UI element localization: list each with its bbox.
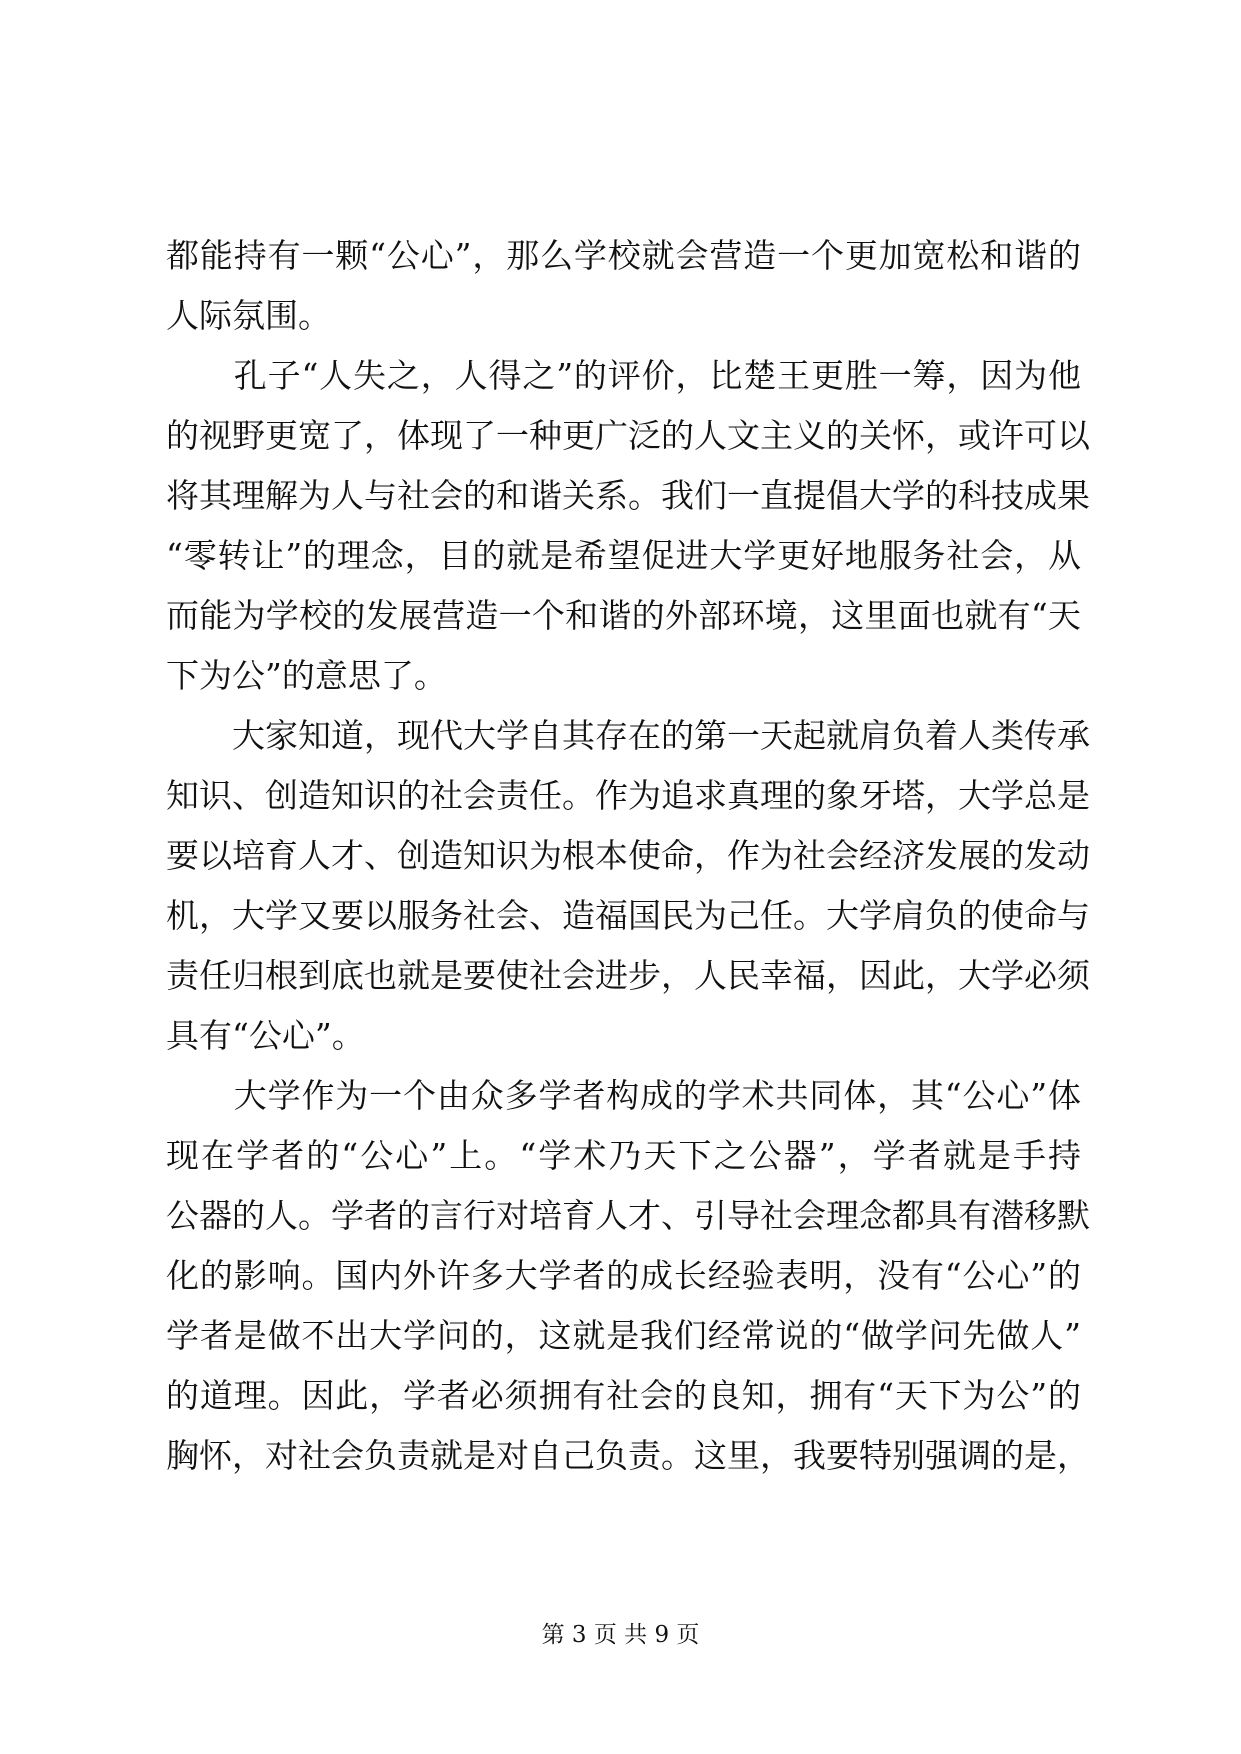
text-line: 下为公”的意思了。 [166, 656, 447, 695]
text-line: 而能为学校的发展营造一个和谐的外部环境，这里面也就有“天 [166, 596, 1081, 635]
page-number-label: 第 3 页 共 9 页 [541, 1622, 700, 1648]
text-line: 孔子“人失之，人得之”的评价，比楚王更胜一筹，因为他 [166, 356, 1081, 395]
text-line: 的道理。因此，学者必须拥有社会的良知，拥有“天下为公”的 [166, 1376, 1081, 1415]
text-line: 大学作为一个由众多学者构成的学术共同体，其“公心”体 [166, 1076, 1081, 1115]
text-line: 要以培育人才、创造知识为根本使命，作为社会经济发展的发动 [166, 836, 1090, 875]
paragraph-3 [166, 706, 1090, 1066]
text-line: 现在学者的“公心”上。“学术乃天下之公器”，学者就是手持 [166, 1136, 1081, 1175]
text-line: 都能持有一颗“公心”，那么学校就会营造一个更加宽松和谐的 [166, 236, 1081, 275]
page-footer [0, 1620, 1241, 1650]
text-line: 公器的人。学者的言行对培育人才、引导社会理念都具有潜移默 [166, 1196, 1090, 1235]
text-line: 化的影响。国内外许多大学者的成长经验表明，没有“公心”的 [166, 1256, 1081, 1295]
text-line: 知识、创造知识的社会责任。作为追求真理的象牙塔，大学总是 [166, 776, 1090, 815]
text-line: 人际氛围。 [166, 296, 331, 335]
text-line: 的视野更宽了，体现了一种更广泛的人文主义的关怀，或许可以 [166, 416, 1090, 455]
paragraph-4 [166, 1066, 1090, 1486]
text-line: 责任归根到底也就是要使社会进步，人民幸福，因此，大学必须 [166, 956, 1090, 995]
text-line: 胸怀，对社会负责就是对自己负责。这里，我要特别强调的是， [166, 1436, 1090, 1475]
text-line: 将其理解为人与社会的和谐关系。我们一直提倡大学的科技成果 [166, 476, 1090, 515]
paragraph-2 [166, 346, 1090, 706]
body-text [166, 226, 1090, 1486]
paragraph-1 [166, 226, 1081, 346]
text-line: 大家知道，现代大学自其存在的第一天起就肩负着人类传承 [166, 716, 1090, 755]
text-line: 具有“公心”。 [166, 1016, 365, 1055]
text-line: 机，大学又要以服务社会、造福国民为己任。大学肩负的使命与 [166, 896, 1090, 935]
text-line: “零转让”的理念，目的就是希望促进大学更好地服务社会，从 [166, 536, 1081, 575]
text-line: 学者是做不出大学问的，这就是我们经常说的“做学问先做人” [166, 1316, 1081, 1355]
